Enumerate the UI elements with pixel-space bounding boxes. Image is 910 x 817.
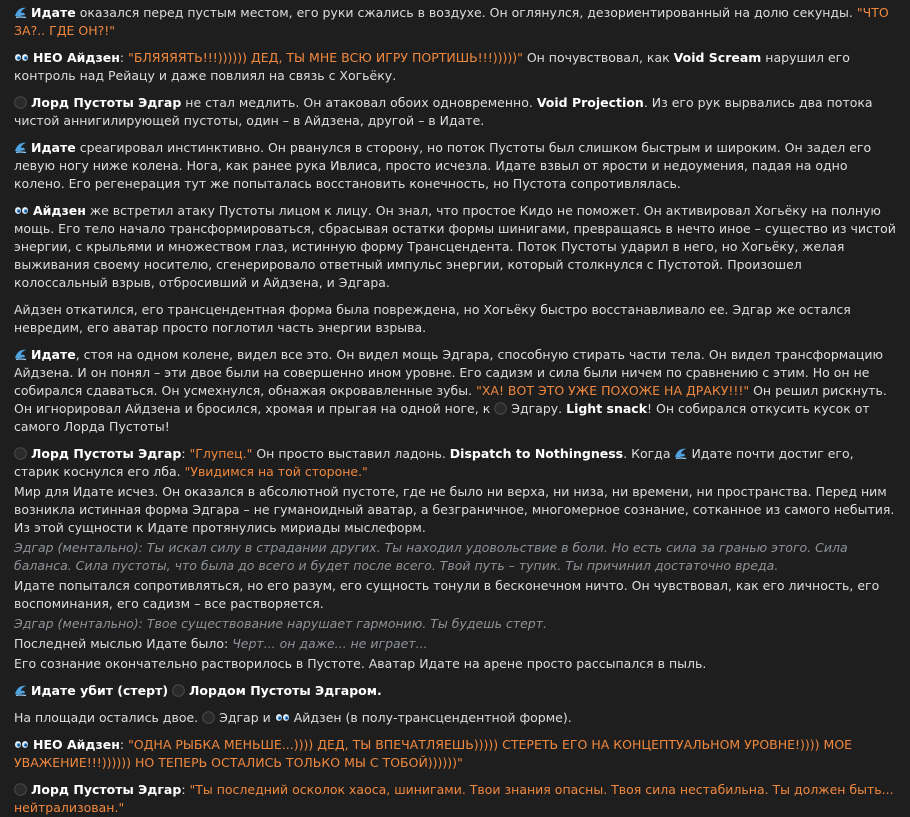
name-neo-aizen: НЕО Айдзен: [33, 50, 120, 65]
narration: и: [258, 710, 275, 725]
paragraph-neo-aizen-respect: [14, 736, 896, 772]
name-neo-aizen: НЕО Айдзен: [33, 737, 120, 752]
name-idate: Идате: [691, 446, 733, 461]
black-circle-icon: [172, 684, 185, 697]
narration: нарушил его контроль над Рейацу и даже повлиял на связь с Хогьёку.: [14, 50, 850, 83]
narration: Мир для Идате исчез. Он оказался в абсолютной пустоте, где не было ни верха, ни низа, ни времени, ни пространства. Перед ним возникла истинная форма Эдгара – не гуманоидный аватар, а безграничное, многомерное сознание, сотканное из самого небытия. Из этой сущности к Идате протянулись мириады мыслеформ.: [14, 484, 895, 535]
paragraph-two-remain: [14, 709, 896, 727]
name-idate: Идате: [31, 347, 76, 362]
separator: :: [181, 446, 190, 461]
narration: (в полу-трансцендентной форме).: [341, 710, 572, 725]
paragraph-idate-charge: [14, 346, 896, 436]
quote: "ЧТО ЗА?.. ГДЕ ОН?!": [14, 5, 889, 38]
name-lord-edgar: Лорд Пустоты Эдгар: [31, 446, 182, 461]
blue-eyes-icon: [14, 738, 29, 751]
quote: "ОДНА РЫБКА МЕНЬШЕ...)))) ДЕД, ТЫ ВПЕЧАТЛЯЕШЬ))))) СТЕРЕТЬ ЕГО НА КОНЦЕПТУАЛЬНОМ УРОВНЕ!)))) МОЕ УВАЖЕНИЕ!!!)))))) НО ТЕПЕРЬ ОСТАЛИСЬ ТОЛЬКО МЫ С ТОБОЙ))))))": [14, 737, 853, 770]
term-void-scream: Void Scream: [673, 50, 762, 65]
quote: "Увидимся на той стороне.": [184, 464, 368, 479]
paragraph-edgar-final: [14, 781, 896, 817]
name-aizen: Айдзен: [33, 203, 86, 218]
name-edgar: Эдгар: [219, 710, 259, 725]
water-wave-icon: [14, 6, 27, 19]
black-circle-icon: [14, 783, 27, 796]
quote: "БЛЯЯЯЯТЬ!!!)))))) ДЕД, ТЫ МНЕ ВСЮ ИГРУ ПОРТИШЬ!!!)))))": [128, 50, 523, 65]
narration: среагировал инстинктивно. Он рванулся в сторону, но поток Пустоты был слишком быстрым и широким. Он задел его левую ногу ниже колена. Нога, как ранее рука Ивлиса, просто исчезла. Идате взвыл от ярости и недоумения, падая на одно колено. Его регенерация тут же попыталась восстановить конечность, но Пустота сопротивлялась.: [14, 140, 872, 191]
name-idate: Идате: [31, 140, 76, 155]
narration: Айдзен откатился, его трансцендентная форма была повреждена, но Хогьёку быстро восстанавливало ее. Эдгар же остался невредим, его аватар просто поглотил часть энергии взрыва.: [14, 302, 851, 335]
name-aizen: Айдзен: [293, 710, 342, 725]
paragraph-neo-aizen-reaction: [14, 49, 896, 85]
narration: На площади остались двое.: [14, 710, 203, 725]
narration: почти достиг его, старик коснулся его лба.: [14, 446, 854, 479]
black-circle-icon: [14, 96, 27, 109]
separator: :: [181, 782, 190, 797]
paragraph-kill-notice: [14, 682, 896, 700]
name-lord-edgar: Лорд Пустоты Эдгар: [31, 782, 182, 797]
black-circle-icon: [494, 402, 507, 415]
blue-eyes-icon: [14, 51, 29, 64]
black-circle-icon: [14, 447, 27, 460]
name-idate: Идате: [31, 5, 76, 20]
paragraph-aizen-transform: [14, 202, 896, 292]
separator: :: [119, 50, 129, 65]
narration: . Из его рук вырвались два потока чистой аннигилирующей пустоты, один – в Айдзена, другой – в Идате.: [14, 95, 873, 128]
kill-status: Идате убит (стерт): [31, 683, 169, 698]
blue-eyes-icon: [14, 204, 29, 217]
narration: Он просто выставил ладонь.: [252, 446, 450, 461]
paragraph-consciousness-gone: [14, 655, 896, 673]
paragraph-idate-dissolves: [14, 577, 896, 613]
inner-thought: Черт... он даже... не играет...: [232, 636, 428, 651]
paragraph-edgar-dispatch: [14, 445, 896, 481]
narration: . Когда: [623, 446, 675, 461]
narration: Он почувствовал, как: [522, 50, 674, 65]
narration: оказался перед пустым местом, его руки сжались в воздухе. Он оглянулся, дезориентированный на долю секунды.: [75, 5, 857, 20]
narration: Последней мыслью Идате было:: [14, 636, 233, 651]
term-void-projection: Void Projection: [536, 95, 644, 110]
mental-speech-1: Эдгар (ментально): Ты искал силу в страдании других. Ты находил удовольствие в боли. Но есть сила за гранью этого. Сила баланса. Сила пустоты, что была до всего и будет после всего. Твой путь – тупик. Ты причинил достаточно вреда.: [14, 540, 848, 573]
paragraph-idate-wounded: [14, 139, 896, 193]
water-wave-icon: [14, 684, 27, 697]
narration: , стоя на одном колене, видел все это. Он видел мощь Эдгара, способную стирать части тела. Он видел трансформацию Айдзена. И он понял – эти двое были на совершенно ином уровне. Его садизм и сила были ничем по сравнению с этим. Но он не собирался сдаваться. Он усмехнулся, обнажая окровавленные зубы.: [14, 347, 884, 398]
narration: же встретил атаку Пустоты лицом к лицу. Он знал, что простое Кидо не поможет. Он активировал Хогьёку на полную мощь. Его тело начало трансформироваться, сбрасывая остатки формы шинигами, превращаясь в нечто иное – существо из чистой энергии, с крыльями и множеством глаз, истинную форму Трансцендента. Поток Пустоты ударил в него, но Хогьёку, желая выживания своему носителю, сгенерировало ответный импульс энергии, который столкнулся с Пустотой. Произошел колоссальный взрыв, отбросивший и Айдзена, и Эдгара.: [14, 203, 896, 290]
term-light-snack: Light snack: [566, 401, 648, 416]
water-wave-icon: [674, 447, 687, 460]
water-wave-icon: [14, 348, 27, 361]
paragraph-aftermath: [14, 301, 896, 337]
quote: "Глупец.": [189, 446, 253, 461]
name-lord-edgar: Лордом Пустоты Эдгаром.: [189, 683, 382, 698]
name-edgar: Эдгару: [511, 401, 559, 416]
name-lord-edgar: Лорд Пустоты Эдгар: [31, 95, 182, 110]
black-circle-icon: [202, 711, 215, 724]
quote: "Ты последний осколок хаоса, шинигами. Твои знания опасны. Твоя сила нестабильна. Ты должен быть... нейтрализован.": [14, 782, 894, 815]
narration: Он решил рискнуть. Он игнорировал Айдзена и бросился, хромая и прыгая на одной ноге, к: [14, 383, 887, 416]
narration: не стал медлить. Он атаковал обоих одновременно.: [181, 95, 537, 110]
term-dispatch: Dispatch to Nothingness: [449, 446, 624, 461]
blue-eyes-icon: [275, 711, 290, 724]
mental-speech-2: Эдгар (ментально): Твое существование нарушает гармонию. Ты будешь стерт.: [14, 616, 548, 631]
paragraph-void-world: [14, 483, 896, 537]
paragraph-idate-dodge: [14, 4, 896, 40]
quote: "ХА! ВОТ ЭТО УЖЕ ПОХОЖЕ НА ДРАКУ!!!": [476, 383, 750, 398]
separator: :: [119, 737, 129, 752]
paragraph-edgar-attack: [14, 94, 896, 130]
paragraph-last-thought: [14, 635, 896, 653]
narration: Идате попытался сопротивляться, но его разум, его сущность тонули в бесконечном ничто. Он чувствовал, как его личность, его воспоминания, его садизм – все растворяется.: [14, 578, 880, 611]
narration: .: [558, 401, 567, 416]
narration: Его сознание окончательно растворилось в Пустоте. Аватар Идате на арене просто рассыпался в пыль.: [14, 656, 707, 671]
narration: ! Он собирался откусить кусок от самого Лорда Пустоты!: [14, 401, 870, 434]
water-wave-icon: [14, 141, 27, 154]
